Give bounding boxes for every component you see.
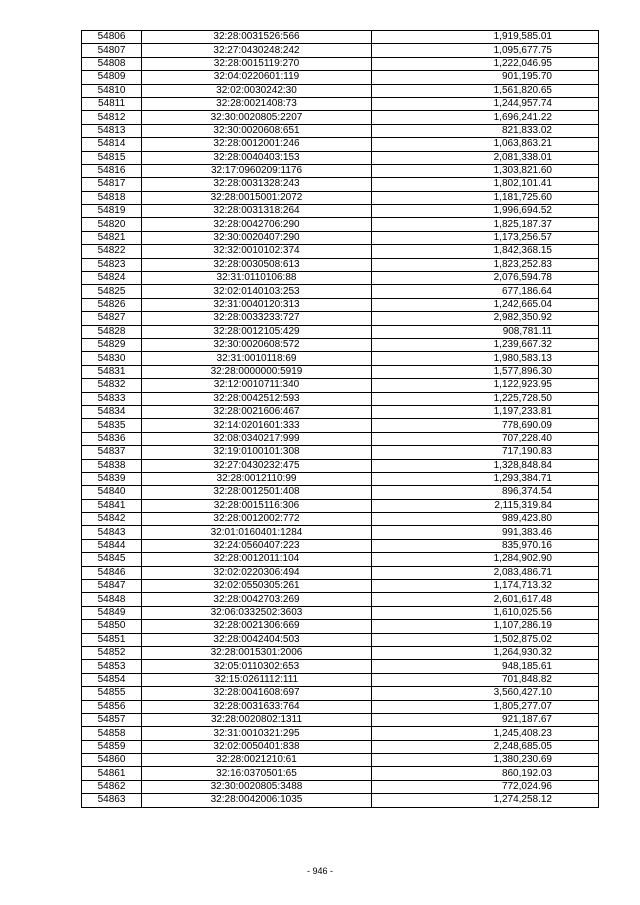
amount-cell: 1,842,368.15 — [372, 245, 599, 258]
cadastral-number-cell: 32:17:0960209:1176 — [142, 164, 372, 177]
cadastral-number-cell: 32:28:0042703:269 — [142, 593, 372, 606]
cadastral-number-cell: 32:28:0015116:306 — [142, 499, 372, 512]
table-row — [82, 432, 599, 445]
table-row — [82, 151, 599, 164]
amount-cell: 1,244,957.74 — [372, 97, 599, 110]
cadastral-number-cell: 32:28:0042006:1035 — [142, 794, 372, 807]
table-row — [82, 31, 599, 44]
cadastral-number-cell: 32:30:0020407:290 — [142, 231, 372, 244]
row-number-cell: 54844 — [82, 539, 142, 552]
row-number-cell: 54852 — [82, 646, 142, 659]
amount-cell: 948,185.61 — [372, 660, 599, 673]
amount-cell: 1,063,863.21 — [372, 138, 599, 151]
row-number-cell: 54854 — [82, 673, 142, 686]
row-number-cell: 54825 — [82, 285, 142, 298]
row-number-cell: 54862 — [82, 780, 142, 793]
table-row — [82, 553, 599, 566]
row-number-cell: 54858 — [82, 727, 142, 740]
row-number-cell: 54845 — [82, 553, 142, 566]
row-number-cell: 54823 — [82, 258, 142, 271]
row-number-cell: 54824 — [82, 272, 142, 285]
cadastral-number-cell: 32:28:0041608:697 — [142, 687, 372, 700]
cadastral-number-cell: 32:28:0021306:669 — [142, 620, 372, 633]
row-number-cell: 54831 — [82, 365, 142, 378]
table-row — [82, 593, 599, 606]
table-row — [82, 660, 599, 673]
cadastral-number-cell: 32:15:0261112:111 — [142, 673, 372, 686]
cadastral-number-cell: 32:30:0020805:3488 — [142, 780, 372, 793]
row-number-cell: 54806 — [82, 31, 142, 44]
table-row — [82, 767, 599, 780]
row-number-cell: 54817 — [82, 178, 142, 191]
row-number-cell: 54827 — [82, 312, 142, 325]
row-number-cell: 54855 — [82, 687, 142, 700]
row-number-cell: 54841 — [82, 499, 142, 512]
table-row — [82, 205, 599, 218]
amount-cell: 835,970.16 — [372, 539, 599, 552]
cadastral-number-cell: 32:28:0012002:772 — [142, 513, 372, 526]
row-number-cell: 54819 — [82, 205, 142, 218]
amount-cell: 1,802,101.41 — [372, 178, 599, 191]
table-row — [82, 258, 599, 271]
table-row — [82, 646, 599, 659]
table-row — [82, 620, 599, 633]
amount-cell: 677,186.64 — [372, 285, 599, 298]
amount-cell: 860,192.03 — [372, 767, 599, 780]
amount-cell: 1,107,286.19 — [372, 620, 599, 633]
amount-cell: 1,181,725.60 — [372, 191, 599, 204]
table-row — [82, 606, 599, 619]
table-row — [82, 71, 599, 84]
cadastral-number-cell: 32:30:0020805:2207 — [142, 111, 372, 124]
amount-cell: 1,197,233.81 — [372, 405, 599, 418]
table-row — [82, 338, 599, 351]
table-row — [82, 633, 599, 646]
row-number-cell: 54807 — [82, 44, 142, 57]
table-row — [82, 245, 599, 258]
row-number-cell: 54839 — [82, 472, 142, 485]
row-number-cell: 54815 — [82, 151, 142, 164]
amount-cell: 901,195.70 — [372, 71, 599, 84]
row-number-cell: 54834 — [82, 405, 142, 418]
cadastral-number-cell: 32:28:0012001:246 — [142, 138, 372, 151]
cadastral-number-cell: 32:01:0160401:1284 — [142, 526, 372, 539]
cadastral-value-table — [81, 30, 599, 808]
amount-cell: 1,303,821.60 — [372, 164, 599, 177]
row-number-cell: 54836 — [82, 432, 142, 445]
amount-cell: 717,190.83 — [372, 446, 599, 459]
cadastral-number-cell: 32:28:0040403:153 — [142, 151, 372, 164]
amount-cell: 1,561,820.65 — [372, 84, 599, 97]
cadastral-number-cell: 32:02:0550305:261 — [142, 580, 372, 593]
row-number-cell: 54830 — [82, 352, 142, 365]
cadastral-number-cell: 32:30:0020608:651 — [142, 124, 372, 137]
table-row — [82, 580, 599, 593]
table-row — [82, 513, 599, 526]
row-number-cell: 54828 — [82, 325, 142, 338]
cadastral-number-cell: 32:28:0033233:727 — [142, 312, 372, 325]
table-row — [82, 566, 599, 579]
table-row — [82, 97, 599, 110]
amount-cell: 1,919,585.01 — [372, 31, 599, 44]
table-row — [82, 459, 599, 472]
cadastral-number-cell: 32:16:0370501:65 — [142, 767, 372, 780]
row-number-cell: 54863 — [82, 794, 142, 807]
cadastral-number-cell: 32:28:0015301:2006 — [142, 646, 372, 659]
amount-cell: 1,174,713.32 — [372, 580, 599, 593]
table-row — [82, 446, 599, 459]
amount-cell: 1,245,408.23 — [372, 727, 599, 740]
table-row — [82, 272, 599, 285]
cadastral-number-cell: 32:06:0332502:3603 — [142, 606, 372, 619]
row-number-cell: 54820 — [82, 218, 142, 231]
table-row — [82, 231, 599, 244]
amount-cell: 778,690.09 — [372, 419, 599, 432]
cadastral-number-cell: 32:27:0430232:475 — [142, 459, 372, 472]
table-row — [82, 365, 599, 378]
row-number-cell: 54851 — [82, 633, 142, 646]
cadastral-number-cell: 32:28:0015119:270 — [142, 57, 372, 70]
amount-cell: 821,833.02 — [372, 124, 599, 137]
table-row — [82, 138, 599, 151]
amount-cell: 1,264,930.32 — [372, 646, 599, 659]
table-row — [82, 539, 599, 552]
amount-cell: 772,024.96 — [372, 780, 599, 793]
cadastral-number-cell: 32:28:0030508:613 — [142, 258, 372, 271]
cadastral-number-cell: 32:27:0430248:242 — [142, 44, 372, 57]
row-number-cell: 54859 — [82, 740, 142, 753]
row-number-cell: 54860 — [82, 754, 142, 767]
amount-cell: 701,848.82 — [372, 673, 599, 686]
cadastral-number-cell: 32:28:0031633:764 — [142, 700, 372, 713]
table-row — [82, 687, 599, 700]
amount-cell: 2,115,319.84 — [372, 499, 599, 512]
table-row — [82, 673, 599, 686]
table-row — [82, 700, 599, 713]
cadastral-number-cell: 32:28:0021408:73 — [142, 97, 372, 110]
cadastral-number-cell: 32:28:0015001:2072 — [142, 191, 372, 204]
row-number-cell: 54857 — [82, 713, 142, 726]
row-number-cell: 54856 — [82, 700, 142, 713]
table-row — [82, 84, 599, 97]
row-number-cell: 54850 — [82, 620, 142, 633]
row-number-cell: 54848 — [82, 593, 142, 606]
row-number-cell: 54808 — [82, 57, 142, 70]
page-number: - 946 - — [306, 866, 333, 876]
table-row — [82, 325, 599, 338]
amount-cell: 1,696,241.22 — [372, 111, 599, 124]
cadastral-number-cell: 32:02:0140103:253 — [142, 285, 372, 298]
amount-cell: 1,996,694.52 — [372, 205, 599, 218]
table-row — [82, 312, 599, 325]
row-number-cell: 54837 — [82, 446, 142, 459]
amount-cell: 1,173,256.57 — [372, 231, 599, 244]
row-number-cell: 54826 — [82, 298, 142, 311]
amount-cell: 1,274,258.12 — [372, 794, 599, 807]
table-row — [82, 499, 599, 512]
cadastral-number-cell: 32:04:0220601:119 — [142, 71, 372, 84]
amount-cell: 2,076,594.78 — [372, 272, 599, 285]
row-number-cell: 54811 — [82, 97, 142, 110]
table-row — [82, 379, 599, 392]
amount-cell: 2,601,617.48 — [372, 593, 599, 606]
table-row — [82, 526, 599, 539]
amount-cell: 1,328,848.84 — [372, 459, 599, 472]
amount-cell: 2,083,486.71 — [372, 566, 599, 579]
table-row — [82, 164, 599, 177]
row-number-cell: 54812 — [82, 111, 142, 124]
row-number-cell: 54853 — [82, 660, 142, 673]
amount-cell: 989,423.80 — [372, 513, 599, 526]
table-row — [82, 405, 599, 418]
row-number-cell: 54833 — [82, 392, 142, 405]
row-number-cell: 54840 — [82, 486, 142, 499]
cadastral-number-cell: 32:28:0042706:290 — [142, 218, 372, 231]
amount-cell: 1,823,252.83 — [372, 258, 599, 271]
amount-cell: 1,805,277.07 — [372, 700, 599, 713]
cadastral-number-cell: 32:19:0100101:308 — [142, 446, 372, 459]
row-number-cell: 54816 — [82, 164, 142, 177]
cadastral-number-cell: 32:12:0010711:340 — [142, 379, 372, 392]
amount-cell: 1,239,667.32 — [372, 338, 599, 351]
cadastral-number-cell: 32:28:0031526:566 — [142, 31, 372, 44]
row-number-cell: 54813 — [82, 124, 142, 137]
table-row — [82, 794, 599, 807]
cadastral-number-cell: 32:08:0340217:999 — [142, 432, 372, 445]
table-row — [82, 486, 599, 499]
cadastral-number-cell: 32:30:0020608:572 — [142, 338, 372, 351]
row-number-cell: 54847 — [82, 580, 142, 593]
cadastral-number-cell: 32:28:0031328:243 — [142, 178, 372, 191]
amount-cell: 707,228.40 — [372, 432, 599, 445]
table-row — [82, 178, 599, 191]
amount-cell: 1,577,896.30 — [372, 365, 599, 378]
cadastral-number-cell: 32:28:0021210:61 — [142, 754, 372, 767]
cadastral-number-cell: 32:28:0000000:5919 — [142, 365, 372, 378]
cadastral-number-cell: 32:28:0042512:593 — [142, 392, 372, 405]
amount-cell: 1,380,230.69 — [372, 754, 599, 767]
table-row — [82, 352, 599, 365]
amount-cell: 2,081,338.01 — [372, 151, 599, 164]
cadastral-number-cell: 32:28:0021606:467 — [142, 405, 372, 418]
cadastral-number-cell: 32:31:0040120:313 — [142, 298, 372, 311]
cadastral-number-cell: 32:31:0110106:88 — [142, 272, 372, 285]
cadastral-number-cell: 32:02:0030242:30 — [142, 84, 372, 97]
amount-cell: 1,122,923.95 — [372, 379, 599, 392]
row-number-cell: 54809 — [82, 71, 142, 84]
amount-cell: 1,825,187.37 — [372, 218, 599, 231]
row-number-cell: 54846 — [82, 566, 142, 579]
cadastral-number-cell: 32:31:0010321:295 — [142, 727, 372, 740]
cadastral-number-cell: 32:28:0031318:264 — [142, 205, 372, 218]
cadastral-number-cell: 32:02:0050401:838 — [142, 740, 372, 753]
cadastral-number-cell: 32:28:0012011:104 — [142, 553, 372, 566]
row-number-cell: 54829 — [82, 338, 142, 351]
amount-cell: 2,248,685.05 — [372, 740, 599, 753]
table-row — [82, 713, 599, 726]
row-number-cell: 54849 — [82, 606, 142, 619]
amount-cell: 921,187.67 — [372, 713, 599, 726]
table-row — [82, 44, 599, 57]
table-row — [82, 298, 599, 311]
table-row — [82, 392, 599, 405]
amount-cell: 1,980,583.13 — [372, 352, 599, 365]
table-row — [82, 191, 599, 204]
amount-cell: 1,502,875.02 — [372, 633, 599, 646]
table-row — [82, 218, 599, 231]
amount-cell: 991,383.46 — [372, 526, 599, 539]
cadastral-number-cell: 32:05:0110302:653 — [142, 660, 372, 673]
amount-cell: 1,610,025.56 — [372, 606, 599, 619]
row-number-cell: 54810 — [82, 84, 142, 97]
amount-cell: 3,560,427.10 — [372, 687, 599, 700]
row-number-cell: 54843 — [82, 526, 142, 539]
cadastral-number-cell: 32:28:0012501:408 — [142, 486, 372, 499]
row-number-cell: 54835 — [82, 419, 142, 432]
row-number-cell: 54814 — [82, 138, 142, 151]
amount-cell: 1,242,665.04 — [372, 298, 599, 311]
table-row — [82, 472, 599, 485]
amount-cell: 1,095,677.75 — [372, 44, 599, 57]
cadastral-number-cell: 32:28:0042404:503 — [142, 633, 372, 646]
table-row — [82, 419, 599, 432]
table-row — [82, 780, 599, 793]
row-number-cell: 54821 — [82, 231, 142, 244]
amount-cell: 1,293,384.71 — [372, 472, 599, 485]
amount-cell: 908,781.11 — [372, 325, 599, 338]
table-row — [82, 754, 599, 767]
cadastral-number-cell: 32:28:0012105:429 — [142, 325, 372, 338]
amount-cell: 1,225,728.50 — [372, 392, 599, 405]
amount-cell: 2,982,350.92 — [372, 312, 599, 325]
amount-cell: 896,374.54 — [372, 486, 599, 499]
row-number-cell: 54861 — [82, 767, 142, 780]
table-row — [82, 727, 599, 740]
amount-cell: 1,222,046.95 — [372, 57, 599, 70]
row-number-cell: 54838 — [82, 459, 142, 472]
cadastral-number-cell: 32:28:0012110:99 — [142, 472, 372, 485]
cadastral-number-cell: 32:14:0201601:333 — [142, 419, 372, 432]
table-row — [82, 124, 599, 137]
row-number-cell: 54832 — [82, 379, 142, 392]
row-number-cell: 54822 — [82, 245, 142, 258]
amount-cell: 1,284,902.90 — [372, 553, 599, 566]
table-row — [82, 285, 599, 298]
table-body — [82, 31, 599, 808]
cadastral-number-cell: 32:32:0010102:374 — [142, 245, 372, 258]
table-row — [82, 740, 599, 753]
cadastral-number-cell: 32:28:0020802:1311 — [142, 713, 372, 726]
table-row — [82, 57, 599, 70]
cadastral-number-cell: 32:02:0220306:494 — [142, 566, 372, 579]
table-row — [82, 111, 599, 124]
row-number-cell: 54818 — [82, 191, 142, 204]
cadastral-number-cell: 32:31:0010118:69 — [142, 352, 372, 365]
cadastral-number-cell: 32:24:0560407:223 — [142, 539, 372, 552]
row-number-cell: 54842 — [82, 513, 142, 526]
